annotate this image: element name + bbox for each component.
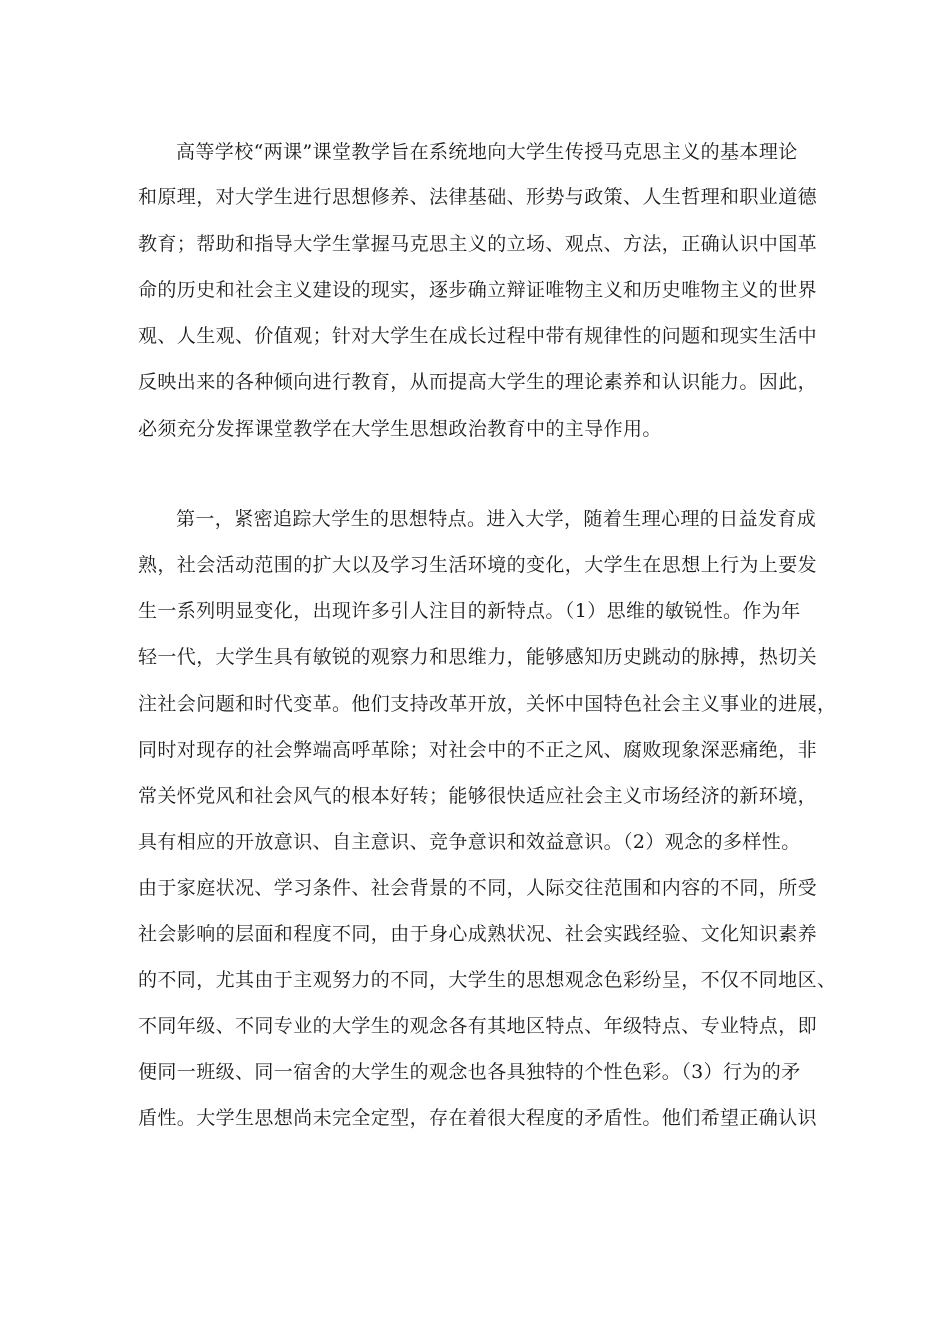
paragraph-2-line-3: 生一系列明显变化，出现许多引人注目的新特点。（1）思维的敏锐性。作为年 [138, 600, 801, 622]
paragraph-2-line-12: 不同年级、不同专业的大学生的观念各有其地区特点、年级特点、专业特点，即 [138, 1015, 818, 1037]
paragraph-2-line-11: 的不同，尤其由于主观努力的不同，大学生的思想观念色彩纷呈，不仅不同地区、 [138, 969, 837, 991]
paragraph-2-line-14: 盾性。大学生思想尚未完全定型，存在着很大程度的矛盾性。他们希望正确认识 [138, 1107, 818, 1129]
paragraph-2-line-2: 熟，社会活动范围的扩大以及学习生活环境的变化，大学生在思想上行为上要发 [138, 554, 818, 576]
paragraph-1-line-2: 和原理，对大学生进行思想修养、法律基础、形势与政策、人生哲理和职业道德 [138, 186, 818, 208]
paragraph-1-line-1: 高等学校“两课”课堂教学旨在系统地向大学生传授马克思主义的基本理论 [176, 141, 798, 163]
paragraph-1-line-7: 必须充分发挥课堂教学在大学生思想政治教育中的主导作用。 [138, 418, 662, 440]
paragraph-1-line-5: 观、人生观、价值观；针对大学生在成长过程中带有规律性的问题和现实生活中 [138, 325, 818, 347]
paragraph-2-line-9: 由于家庭状况、学习条件、社会背景的不同，人际交往范围和内容的不同，所受 [138, 877, 818, 899]
paragraph-1-line-6: 反映出来的各种倾向进行教育，从而提高大学生的理论素养和认识能力。因此， [138, 371, 818, 393]
paragraph-2-line-1: 第一，紧密追踪大学生的思想特点。进入大学，随着生理心理的日益发育成 [176, 508, 817, 530]
paragraph-1-line-3: 教育；帮助和指导大学生掌握马克思主义的立场、观点、方法，正确认识中国革 [138, 233, 818, 255]
paragraph-2-line-4: 轻一代，大学生具有敏锐的观察力和思维力，能够感知历史跳动的脉搏，热切关 [138, 646, 818, 668]
paragraph-2-line-13: 便同一班级、同一宿舍的大学生的观念也各具独特的个性色彩。（3）行为的矛 [138, 1061, 801, 1083]
paragraph-2-line-5: 注社会问题和时代变革。他们支持改革开放，关怀中国特色社会主义事业的进展， [138, 693, 837, 715]
paragraph-2-line-10: 社会影响的层面和程度不同，由于身心成熟状况、社会实践经验、文化知识素养 [138, 923, 818, 945]
paragraph-2-line-7: 常关怀党风和社会风气的根本好转；能够很快适应社会主义市场经济的新环境， [138, 785, 818, 807]
paragraph-1-line-4: 命的历史和社会主义建设的现实，逐步确立辩证唯物主义和历史唯物主义的世界 [138, 279, 818, 301]
paragraph-2-line-8: 具有相应的开放意识、自主意识、竞争意识和效益意识。（2）观念的多样性。 [138, 831, 801, 853]
paragraph-2-line-6: 同时对现存的社会弊端高呼革除；对社会中的不正之风、腐败现象深恶痛绝，非 [138, 739, 818, 761]
